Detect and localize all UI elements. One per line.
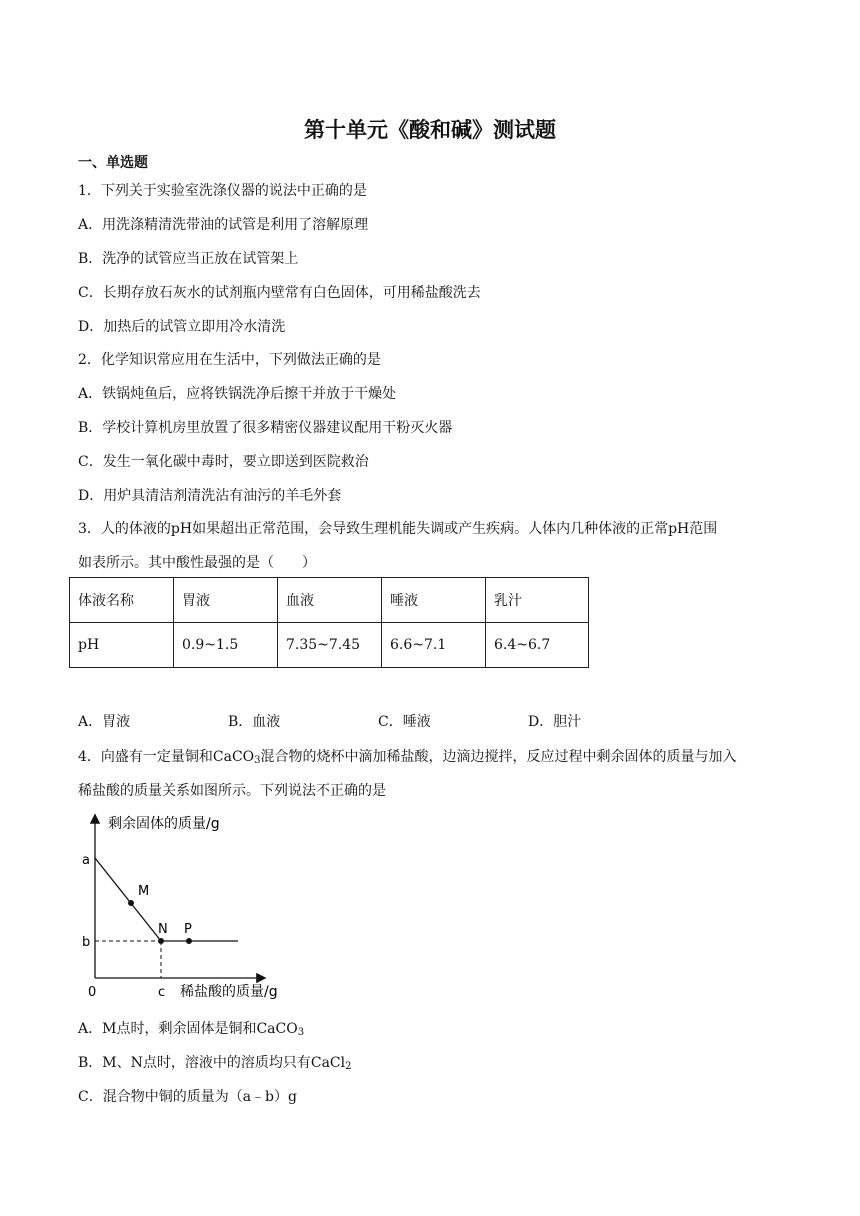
q3-option-a: A．胃液 [78, 714, 131, 730]
q4-option-b [78, 1052, 352, 1072]
section-heading: 一、单选题 [78, 155, 148, 171]
tick-c-label: c [158, 985, 166, 1000]
table-cell: 乳汁 [486, 578, 589, 623]
point-p-label: P [184, 922, 192, 937]
q4-option-b-text: B．M、N点时，溶液中的溶质均只有CaCl [78, 1055, 346, 1071]
q4-stem-line1 [78, 746, 737, 766]
q4-option-a [78, 1018, 304, 1038]
table-cell: 7.35~7.45 [278, 623, 382, 668]
q4-option-c: C．混合物中铜的质量为（a﹣b）g [78, 1089, 297, 1105]
q2-option-c: C．发生一氧化碳中毒时，要立即送到医院救治 [78, 454, 369, 470]
q4-option-a-text: A．M点时，剩余固体是铜和CaCO [78, 1021, 298, 1037]
table-cell: 唾液 [382, 578, 486, 623]
q2-option-d: D．用炉具清洁剂清洗沾有油污的羊毛外套 [78, 488, 342, 504]
q3-option-c: C．唾液 [378, 714, 431, 730]
table-row [70, 623, 589, 668]
q2-option-a: A．铁锅炖鱼后，应将铁锅洗净后擦干并放于干燥处 [78, 386, 397, 402]
q1-option-c: C．长期存放石灰水的试剂瓶内壁常有白色固体，可用稀盐酸洗去 [78, 285, 481, 301]
mass-graph [74, 808, 284, 1003]
origin-label: 0 [88, 985, 97, 1000]
table-cell: 0.9~1.5 [174, 623, 278, 668]
q4-stem-text-b: 混合物的烧杯中滴加稀盐酸，边滴边搅拌，反应过程中剩余固体的质量与加入 [260, 749, 737, 765]
x-axis-label: 稀盐酸的质量/g [180, 984, 278, 1000]
q4-stem-text-a: 4．向盛有一定量铜和CaCO [78, 749, 255, 765]
table-cell: 血液 [278, 578, 382, 623]
q4-stem-line2: 稀盐酸的质量关系如图所示。下列说法不正确的是 [78, 783, 386, 799]
point-n [158, 938, 164, 944]
y-axis-label: 剩余固体的质量/g [108, 816, 220, 832]
page-title: 第十单元《酸和碱》测试题 [304, 118, 556, 142]
point-m [128, 900, 134, 906]
q4-stem-subscript: 3 [254, 755, 261, 766]
q3-option-b: B．血液 [228, 714, 281, 730]
table-cell: 6.6~7.1 [382, 623, 486, 668]
table-cell: 体液名称 [70, 578, 174, 623]
table-header-row [70, 578, 589, 623]
q3-stem-line2: 如表所示。其中酸性最强的是（ ） [78, 555, 316, 571]
table-cell: 6.4~6.7 [486, 623, 589, 668]
q3-option-d: D．胆汁 [528, 714, 582, 730]
tick-b-label: b [82, 935, 91, 950]
q2-stem: 2．化学知识常应用在生活中，下列做法正确的是 [78, 352, 381, 368]
q1-option-d: D．加热后的试管立即用冷水清洗 [78, 319, 286, 335]
q3-stem-line1: 3．人的体液的pH如果超出正常范围，会导致生理机能失调或产生疾病。人体内几种体液的正常pH范围 [78, 521, 718, 537]
q4-option-a-subscript: 3 [297, 1027, 305, 1038]
q1-stem: 1．下列关于实验室洗涤仪器的说法中正确的是 [78, 183, 367, 199]
table-cell: pH [70, 623, 174, 668]
point-p [186, 938, 192, 944]
q4-option-b-subscript: 2 [345, 1061, 352, 1072]
q2-option-b: B．学校计算机房里放置了很多精密仪器建议配用干粉灭火器 [78, 420, 453, 436]
ph-table [69, 577, 589, 668]
tick-a-label: a [82, 853, 90, 868]
q1-option-a: A．用洗涤精清洗带油的试管是利用了溶解原理 [78, 217, 369, 233]
q1-option-b: B．洗净的试管应当正放在试管架上 [78, 251, 299, 267]
point-n-label: N [158, 922, 168, 937]
point-m-label: M [138, 884, 150, 899]
table-cell: 胃液 [174, 578, 278, 623]
